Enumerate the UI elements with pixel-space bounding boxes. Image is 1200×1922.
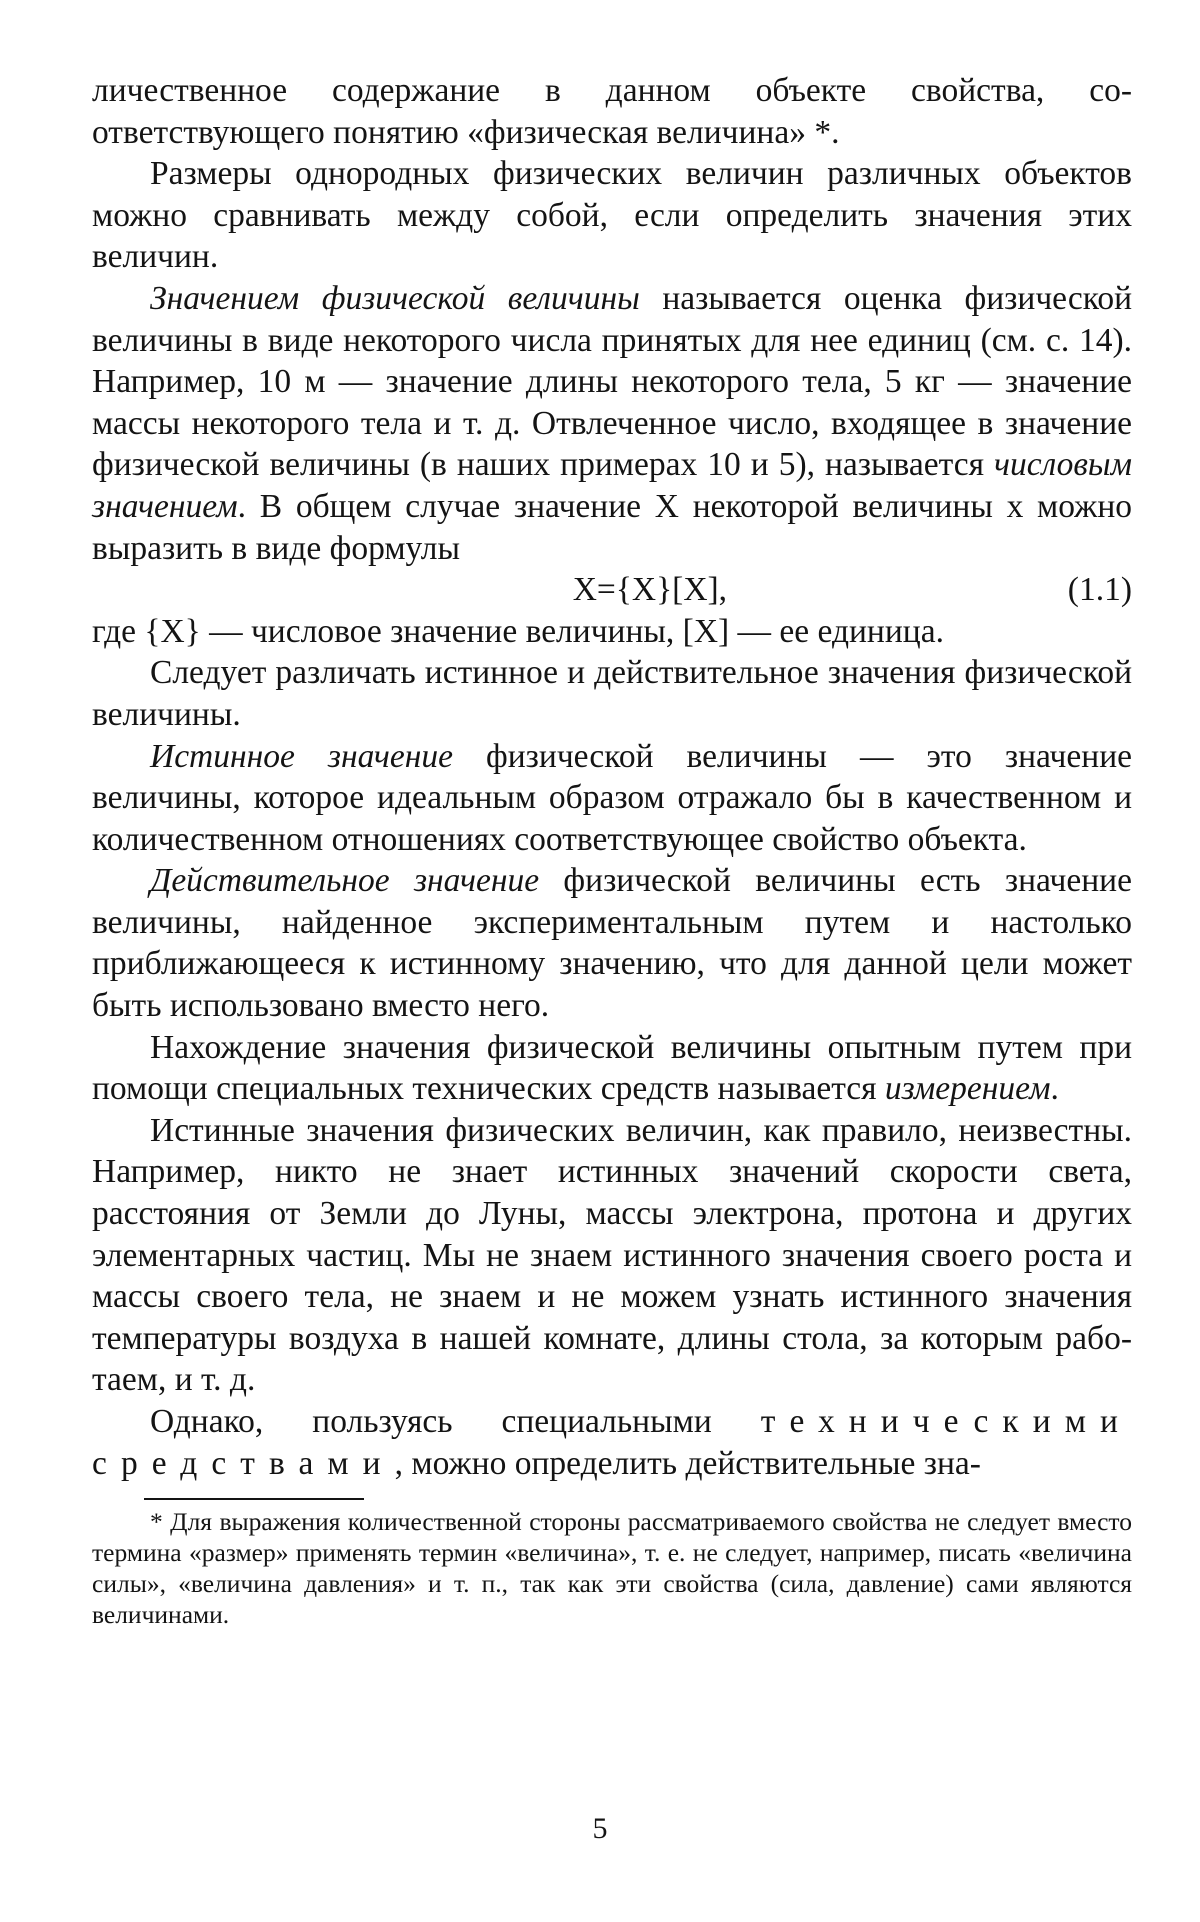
page-number: 5 <box>592 1812 608 1845</box>
footnote: * Для выражения количественной стороны рассматриваемого свойства не следует вместо термина «размер» применять термин «величина», т. е. не следует, например, писать «величина силы», «величина давления» и т. п., так как эти свойства (сила, давление) сами являются величинами. <box>92 1507 1132 1630</box>
paragraph-2: Размеры однородных физических величин различных объектов можно сравнивать между собой, если определить значения этих величин. <box>92 155 1132 276</box>
paragraph-7 <box>92 860 1132 1026</box>
formula-expression: X={X}[X], <box>572 571 728 609</box>
paragraph-5: Следует различать истинное и действительное значения физической величины. <box>92 654 1132 733</box>
paragraph-3-text-2: . В общем случае значение X некоторой величины x можно выразить в виде формулы <box>92 487 1132 567</box>
term-measurement: измерением <box>884 1070 1051 1108</box>
paragraph-10 <box>92 1401 1132 1484</box>
paragraph-3 <box>92 278 1132 569</box>
paragraph-10-text-2: , можно определить действительные зна- <box>394 1444 981 1482</box>
paragraph-8 <box>92 1027 1132 1110</box>
formula-number: (1.1) <box>1067 571 1132 609</box>
page-body <box>92 70 1132 1630</box>
paragraph-10-text-1: Однако, пользуясь специальными <box>150 1403 761 1440</box>
footnote-divider <box>144 1498 364 1500</box>
term-actual-value: Действительное значение <box>150 862 540 900</box>
paragraph-4: где {X} — числовое значение величины, [X] — ее единица. <box>92 612 944 650</box>
term-numeric-value: числовым значением <box>92 446 1132 525</box>
formula-line <box>92 569 1132 611</box>
paragraph-6-text: физической величины — это значение величины, которое идеальным образом отражало бы в качественном и количественном отношениях соответствующее свойство объекта. <box>92 737 1132 858</box>
paragraph-6 <box>92 736 1132 861</box>
spaced-term-technical-means: техническими средствами <box>92 1403 1132 1482</box>
term-value-of-quantity: Значением физической величины <box>150 279 640 317</box>
term-true-value: Истинное значение <box>150 737 453 775</box>
paragraph-3-text-1: называется оценка физической величины в виде некоторого числа принятых для нее единиц (см. с. 14). Например, 10 м — значение длины некоторого тела, 5 кг — значение массы некоторого тела и т. д. Отвлеченное число, входящее в значение физической величины (в наших примерах 10 и 5), называется <box>92 279 1132 484</box>
paragraph-8-text: Нахождение значения физической величины опытным путем при помощи специальных технических средств называется <box>92 1028 1132 1108</box>
paragraph-7-text: физической величины есть значение величины, найденное экспериментальным путем и настолько приближающееся к истинному значению, что для данной цели может быть использовано вместо него. <box>92 862 1132 1025</box>
paragraph-9: Истинные значения физических величин, как правило, неизвестны. Например, никто не знает истинных значений скорости света, расстояния от Земли до Луны, массы электрона, протона и других элементарных частиц. Мы не знаем истинного значения своего роста и массы своего тела, не знаем и не можем узнать истинного значения температуры воздуха в нашей комнате, длины стола, за которым работаем, и т. д. <box>92 1111 1132 1399</box>
paragraph-1: личественное содержание в данном объекте свойства, соответствующего понятию «физическая величина» *. <box>92 72 1132 151</box>
paragraph-8-end: . <box>1050 1070 1059 1108</box>
